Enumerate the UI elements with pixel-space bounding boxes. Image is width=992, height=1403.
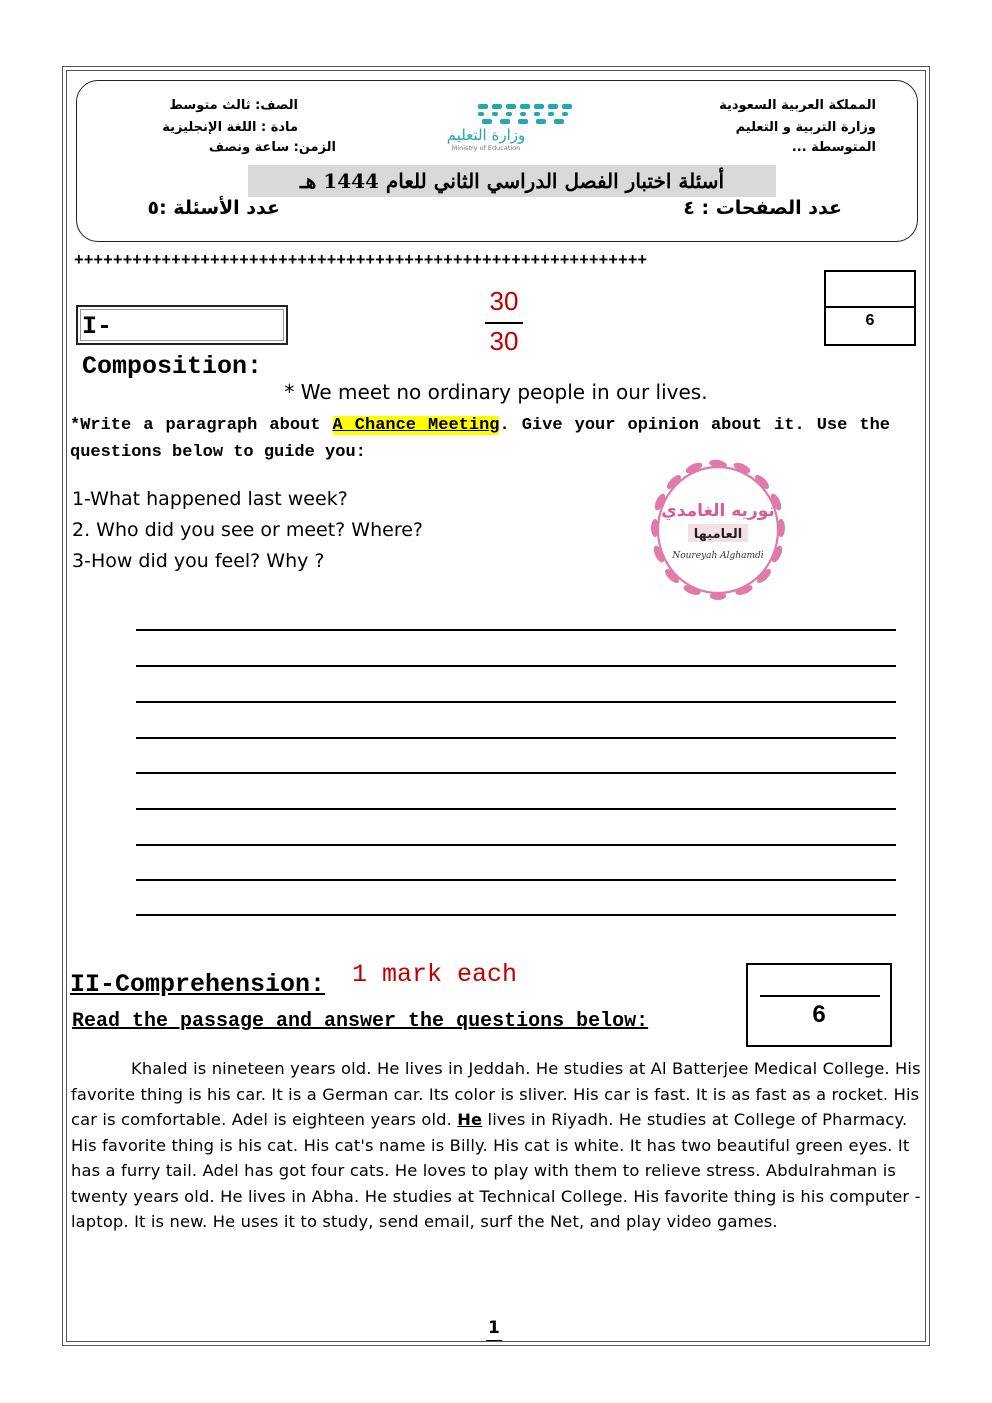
- writing-line[interactable]: [136, 808, 896, 810]
- writing-line[interactable]: [136, 701, 896, 703]
- composition-mark-box: [824, 270, 916, 346]
- comprehension-instruction: Read the passage and answer the questions below:: [72, 1010, 649, 1033]
- ministry-logo: [422, 96, 582, 156]
- comprehension-title: II-Comprehension:: [70, 970, 326, 999]
- composition-intro: * We meet no ordinary people in our lives.: [284, 380, 708, 404]
- guide-question: 2. Who did you see or meet? Where?: [72, 519, 423, 541]
- writing-line[interactable]: [136, 879, 896, 881]
- questions-count: عدد الأسئلة :٥: [147, 197, 280, 219]
- header-grade: الصف: ثالث متوسط: [169, 98, 298, 113]
- header-ministry: وزارة التربية و التعليم: [735, 120, 876, 135]
- guide-question: 3-How did you feel? Why ?: [72, 550, 325, 572]
- score-denominator: 30: [489, 326, 519, 356]
- mark-box-rule: [760, 995, 880, 997]
- page-number-underline: [486, 1340, 502, 1341]
- guide-question: 1-What happened last week?: [72, 488, 348, 510]
- composition-score: [480, 284, 528, 356]
- page-number: 1: [488, 1318, 500, 1338]
- header-school: المتوسطة ...: [791, 140, 876, 155]
- teacher-stamp: [642, 450, 794, 608]
- fraction-bar: [485, 322, 523, 324]
- writing-line[interactable]: [136, 844, 896, 846]
- prompt-text-end: . Give your opinion about it. Use the questions below to guide you:: [70, 416, 891, 462]
- svg-text:Ministry of Education: Ministry of Education: [451, 144, 521, 152]
- score-numerator: 30: [489, 286, 519, 316]
- mark-note: 1 mark each: [352, 960, 518, 989]
- writing-line[interactable]: [136, 772, 896, 774]
- writing-line[interactable]: [136, 665, 896, 667]
- comprehension-mark-value: 6: [812, 1001, 826, 1028]
- svg-text:Noureyah Alghamdi: Noureyah Alghamdi: [672, 551, 764, 561]
- comprehension-mark-box: [746, 963, 892, 1047]
- pages-count: عدد الصفحات : ٤: [683, 197, 842, 219]
- header-country: المملكة العربية السعودية: [719, 98, 876, 113]
- header-subject: مادة : اللغة الإنجليزية: [162, 120, 298, 135]
- passage-text-start: Khaled is nineteen years old. He lives in Jeddah. He studies at Al Batterjee Medical College. His favorite thing is his car. It is a German car. Its color is sliver. His car is fast. It is as fast as a rocket. His car is comfortable. Adel is eighteen years old.: [71, 1059, 921, 1129]
- passage-text-end: lives in Riyadh. He studies at College of Pharmacy. His favorite thing is his cat. His cat's name is Billy. His cat is white. It has two beautiful green eyes. It has a furry tail. Adel has got four cats. He loves to play with them to relieve stress. Abdulrahman is twenty years old. He lives in Abha. He studies at Technical College. His favorite thing is his computer - laptop. It is new. He uses it to study, send email, surf the Net, and play video games.: [71, 1110, 921, 1231]
- composition-title: I-Composition:: [76, 305, 288, 345]
- guide-questions: [72, 484, 423, 577]
- prompt-topic: A Chance Meeting: [332, 416, 500, 435]
- ministry-logo-icon: [422, 96, 582, 156]
- svg-text:نوريه الغامدي: نوريه الغامدي: [661, 501, 775, 521]
- composition-mark-value: 6: [865, 312, 875, 329]
- writing-line[interactable]: [136, 737, 896, 739]
- writing-line[interactable]: [136, 914, 896, 916]
- svg-text:العاميها: العاميها: [693, 527, 743, 542]
- svg-text:وزارة التعليم: وزارة التعليم: [446, 126, 526, 144]
- reading-passage: [71, 1056, 921, 1235]
- mark-box-divider: [826, 306, 914, 308]
- floral-wreath-icon: [642, 450, 794, 608]
- prompt-text-start: *Write a paragraph about: [70, 416, 333, 435]
- passage-underlined-word: He: [457, 1110, 483, 1129]
- exam-title: أسئلة اختبار الفصل الدراسي الثاني للعام 1444 هـ: [299, 169, 725, 193]
- writing-line[interactable]: [136, 629, 896, 631]
- separator-line: +++++++++++++++++++++++++++++++++++++++++++++++++++++++++++: [74, 252, 648, 270]
- header-time: الزمن: ساعة ونصف: [208, 140, 336, 155]
